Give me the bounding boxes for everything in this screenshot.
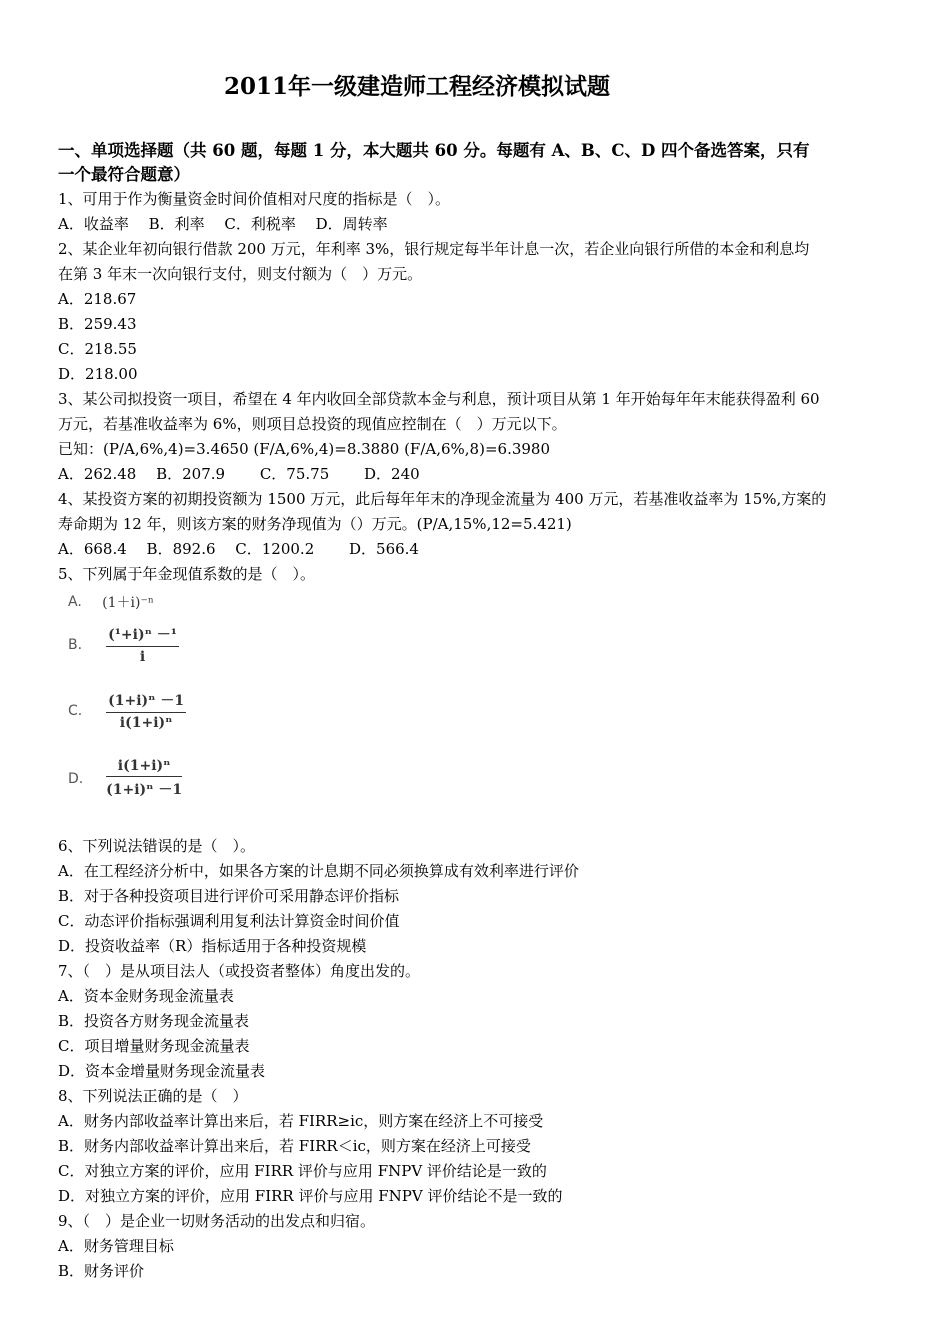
q9-option-b: B．财务评价 <box>58 1262 145 1280</box>
q1-stem: 1、可用于作为衡量资金时间价值相对尺度的指标是（ ）。 <box>58 190 451 208</box>
section-heading-line2: 一个最符合题意） <box>58 165 190 184</box>
q5-formula-d <box>68 758 182 799</box>
q5-formula-a <box>68 592 154 612</box>
formula-b-denominator: i <box>139 649 146 665</box>
formula-b-label: B. <box>68 636 83 653</box>
q5-formula-c <box>68 690 186 731</box>
q2-option-c: C．218.55 <box>58 340 137 358</box>
q4-options: A．668.4 B．892.6 C．1200.2 D．566.4 <box>58 540 419 558</box>
formula-d-label: D. <box>68 770 84 787</box>
q7-option-b: B．投资各方财务现金流量表 <box>58 1012 250 1030</box>
formula-a-expr: (1＋i)⁻ⁿ <box>102 595 154 611</box>
document-title: 2011年一级建造师工程经济模拟试题 <box>223 73 610 100</box>
q8-option-c: C．对独立方案的评价，应用 FIRR 评价与应用 FNPV 评价结论是一致的 <box>58 1162 547 1180</box>
q2-stem-line1: 2、某企业年初向银行借款 200 万元，年利率 3%，银行规定每半年计息一次，若企业向银行所借的本金和利息均 <box>58 240 810 258</box>
q7-option-a: A．资本金财务现金流量表 <box>58 987 234 1005</box>
q2-stem-line2: 在第 3 年末一次向银行支付，则支付额为（ ）万元。 <box>58 265 423 283</box>
q6-option-a: A．在工程经济分析中，如果各方案的计息期不同必须换算成有效利率进行评价 <box>58 862 579 880</box>
q3-given: 已知：(P/A,6%,4)=3.4650 (F/A,6%,4)=8.3880 (F/A,6%,8)=6.3980 <box>58 440 551 458</box>
q2-option-d: D．218.00 <box>58 365 138 383</box>
q6-option-b: B．对于各种投资项目进行评价可采用静态评价指标 <box>58 887 400 905</box>
q9-option-a: A．财务管理目标 <box>58 1237 174 1255</box>
q8-option-d: D．对独立方案的评价，应用 FIRR 评价与应用 FNPV 评价结论不是一致的 <box>58 1187 563 1205</box>
q8-option-b: B．财务内部收益率计算出来后，若 FIRR＜ic，则方案在经济上可接受 <box>58 1137 531 1155</box>
q3-options: A．262.48 B．207.9 C．75.75 D．240 <box>58 465 420 483</box>
q7-option-c: C．项目增量财务现金流量表 <box>58 1037 250 1055</box>
formula-c-numerator: (1+i)ⁿ －1 <box>106 690 186 713</box>
q1-options: A．收益率 B．利率 C．利税率 D．周转率 <box>58 215 388 233</box>
q5-stem: 5、下列属于年金现值系数的是（ ）。 <box>58 565 316 583</box>
formula-c-denominator: i(1+i)ⁿ <box>119 715 173 731</box>
q6-stem: 6、下列说法错误的是（ ）。 <box>58 837 256 855</box>
q6-option-c: C．动态评价指标强调利用复利法计算资金时间价值 <box>58 912 400 930</box>
q8-option-a: A．财务内部收益率计算出来后，若 FIRR≥ic，则方案在经济上不可接受 <box>58 1112 544 1130</box>
q2-option-b: B．259.43 <box>58 315 137 333</box>
formula-c-label: C. <box>68 702 83 719</box>
q4-stem-line1: 4、某投资方案的初期投资额为 1500 万元，此后每年年末的净现金流量为 400 万元，若基准收益率为 15%,方案的 <box>58 490 827 508</box>
q6-option-d: D．投资收益率（R）指标适用于各种投资规模 <box>58 937 367 955</box>
q2-option-a: A．218.67 <box>58 290 137 308</box>
section-heading-line1: 一、单项选择题（共 60 题，每题 1 分，本大题共 60 分。每题有 A、B、C、D 四个备选答案，只有 <box>58 141 810 160</box>
q9-stem: 9、（ ）是企业一切财务活动的出发点和归宿。 <box>58 1212 376 1230</box>
formula-b-numerator: (¹+i)ⁿ －¹ <box>106 624 179 647</box>
q3-stem-line1: 3、某公司拟投资一项目，希望在 4 年内收回全部贷款本金与利息，预计项目从第 1 年开始每年年末能获得盈利 60 <box>58 390 820 408</box>
formula-a-label: A. <box>68 594 82 610</box>
q3-stem-line2: 万元，若基准收益率为 6%，则项目总投资的现值应控制在（ ）万元以下。 <box>58 415 567 433</box>
q8-stem: 8、下列说法正确的是（ ） <box>58 1087 248 1105</box>
q5-formula-b <box>68 624 179 665</box>
q7-stem: 7、（ ）是从项目法人（或投资者整体）角度出发的。 <box>58 962 421 980</box>
formula-d-denominator: (1+i)ⁿ －1 <box>106 782 183 798</box>
q7-option-d: D．资本金增量财务现金流量表 <box>58 1062 266 1080</box>
q4-stem-line2: 寿命期为 12 年，则该方案的财务净现值为（）万元。(P/A,15%,12=5.421) <box>58 515 572 533</box>
formula-d-numerator: i(1+i)ⁿ <box>106 758 182 777</box>
